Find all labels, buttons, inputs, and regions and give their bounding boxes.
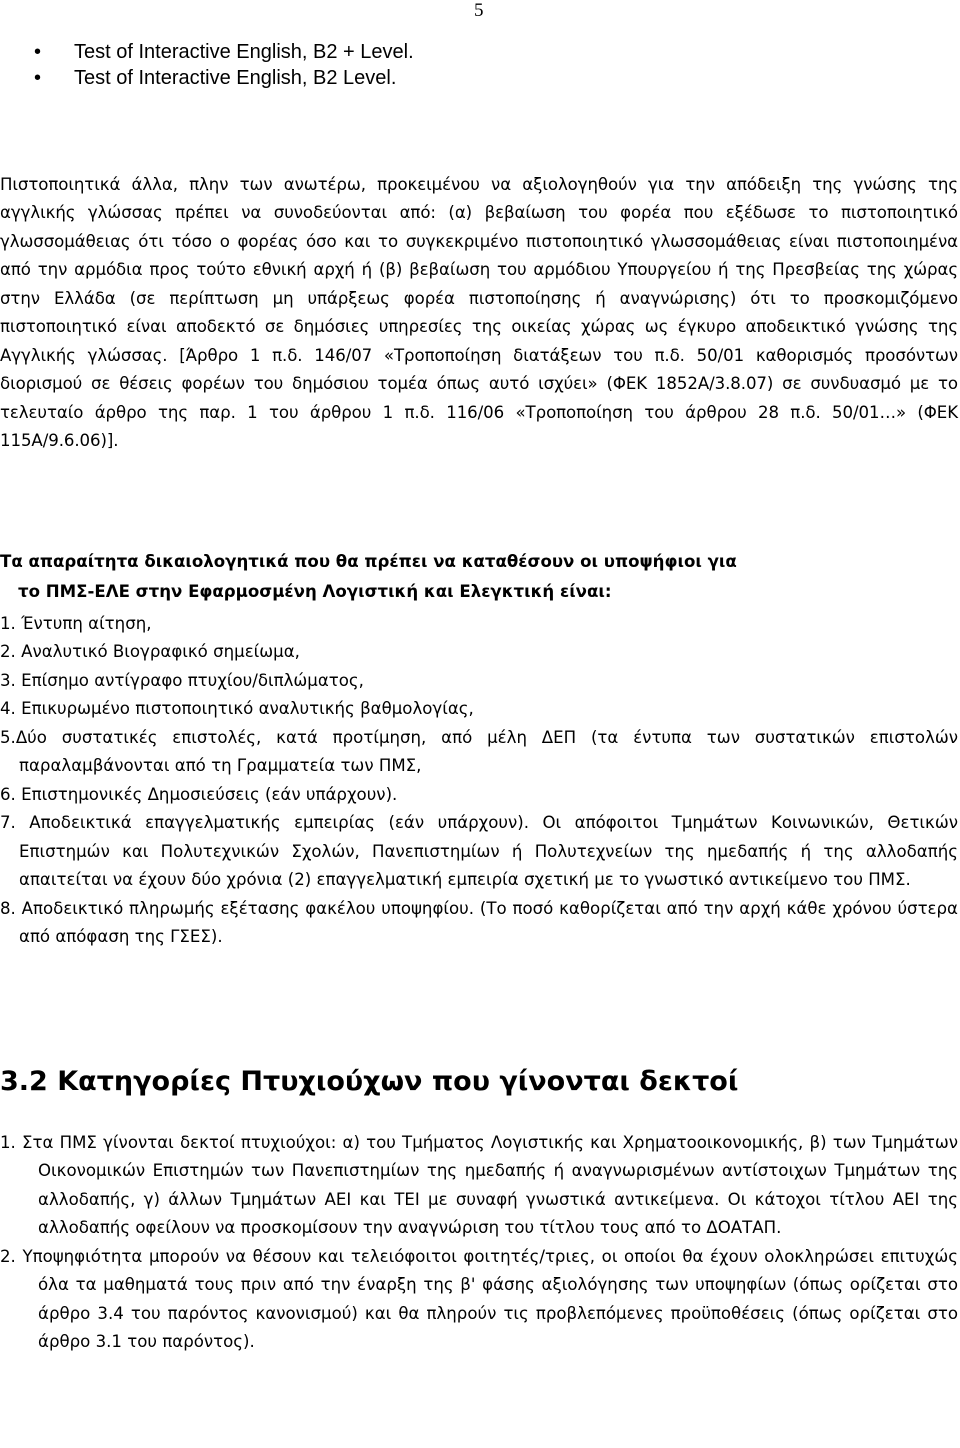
requirements-heading-line2: το ΠΜΣ-ΕΛΕ στην Εφαρμοσμένη Λογιστική και Ελεγκτική είναι: [18, 582, 612, 601]
graduates-list [0, 1129, 958, 1357]
list-item: 3. Επίσημο αντίγραφο πτυχίου/διπλώματος, [0, 670, 364, 690]
list-item: 1. Στα ΠΜΣ γίνονται δεκτοί πτυχιούχοι: α) του Τμήματος Λογιστικής και Χρηματοοικονομικής, β) των Τμημάτων Οικονομικών Επιστημών των Πανεπιστημίων της ημεδαπής ή αναγνωρισμένων αντίστοιχων Τμημάτων της αλλοδαπής, γ) άλλων Τμημάτων ΑΕΙ και ΤΕΙ με συναφή γνωστικά αντικείμενα. Οι κάτοχοι τίτλου ΑΕΙ της αλλοδαπής οφείλουν να προσκομίσουν την αναγνώριση του τίτλου τους από το ΔΟΑΤΑΠ. [0, 1133, 958, 1238]
section-title: 3.2 Κατηγορίες Πτυχιούχων που γίνονται δεκτοί [0, 1066, 739, 1097]
list-item: • Test of Interactive English, B2 Level. [34, 65, 934, 91]
list-item: 4. Επικυρωμένο πιστοποιητικό αναλυτικής βαθμολογίας, [0, 699, 474, 719]
list-item: 6. Επιστημονικές Δημοσιεύσεις (εάν υπάρχουν). [0, 784, 398, 804]
list-item: • Test of Interactive English, B2 + Level. [34, 39, 934, 65]
page-number: 5 [474, 0, 484, 21]
list-item: 7. Αποδεικτικά επαγγελματικής εμπειρίας (εάν υπάρχουν). Οι απόφοιτοι Τμημάτων Κοινωνικών, Θετικών Επιστημών και Πολυτεχνικών Σχολών, Πανεπιστημίων ή Πολυτεχνείων της ημεδαπής ή της αλλοδαπής απαιτείται να έχουν δύο χρόνια (2) επαγγελματική εμπειρία σχετική με το γνωστικό αντικείμενο του ΠΜΣ. [0, 813, 958, 890]
list-item: 5.Δύο συστατικές επιστολές, κατά προτίμηση, από μέλη ΔΕΠ (τα έντυπα των συστατικών επιστολών παραλαμβάνονται από τη Γραμματεία των ΠΜΣ, [0, 727, 958, 776]
list-item: 2. Υποψηφιότητα μπορούν να θέσουν και τελειόφοιτοι φοιτητές/τριες, οι οποίοι θα έχουν ολοκληρώσει επιτυχώς όλα τα μαθηματά τους πριν από την έναρξη της β' φάσης αξιολόγησης των υποψηφίων (όπως ορίζεται στο άρθρο 3.4 του παρόντος κανονισμού) και θα πληρούν τις προβλεπόμενες προϋποθέσεις (όπως ορίζεται στο άρθρο 3.1 του παρόντος). [0, 1246, 958, 1352]
requirements-heading-line1: Τα απαραίτητα δικαιολογητικά που θα πρέπει να καταθέσουν οι υποψήφιοι για [0, 552, 737, 571]
list-item: 2. Αναλυτικό Βιογραφικό σημείωμα, [0, 642, 300, 662]
requirements-list [0, 610, 958, 951]
list-item: 8. Αποδεικτικό πληρωμής εξέτασης φακέλου υποψηφίου. (Το ποσό καθορίζεται από την αρχή κάθε χρόνου ύστερα από απόφαση της ΓΣΕΣ). [0, 898, 958, 946]
certificates-paragraph: Πιστοποιητικά άλλα, πλην των ανωτέρω, προκειμένου να αξιολογηθούν για την απόδειξη της γνώσης της αγγλικής γλώσσας πρέπει να συνοδεύονται από: (α) βεβαίωση του φορέα που εξέδωσε το πιστοποιητικό γλωσσομάθειας ότι τόσο ο φορέας όσο και το συγκεκριμένο πιστοποιητικό γλωσσομάθειας είναι πιστοποιημένα από την αρμόδια προς τούτο εθνική αρχή ή (β) βεβαίωση του αρμόδιου Υπουργείου ή της Πρεσβείας της χώρας στην Ελλάδα (σε περίπτωση μη υπάρξεως φορέα πιστοποίησης ή αναγνώρισης) ότι το προσκομιζόμενο πιστοποιητικό είναι αποδεκτό σε δημόσιες υπηρεσίες της οικείας χώρας ως έγκυρο αποδεικτικό γνώσης της Αγγλικής γλώσσας. [Άρθρο 1 π.δ. 146/07 «Τροποποίηση διατάξεων του π.δ. 50/01 καθορισμός προσόντων διορισμού σε θέσεις φορέων του δημόσιου τομέα όπως αυτό ισχύει» (ΦΕΚ 1852Α/3.8.07) σε συνδυασμό με το τελευταίο άρθρο της παρ. 1 του άρθρου 1 π.δ. 116/06 «Τροποποίηση του άρθρου 28 π.δ. 50/01…» (ΦΕΚ 115Α/9.6.06)]. [0, 175, 958, 451]
requirements-heading [0, 547, 958, 607]
english-tests-list [34, 39, 934, 91]
list-item: 1. Έντυπη αίτηση, [0, 614, 152, 633]
